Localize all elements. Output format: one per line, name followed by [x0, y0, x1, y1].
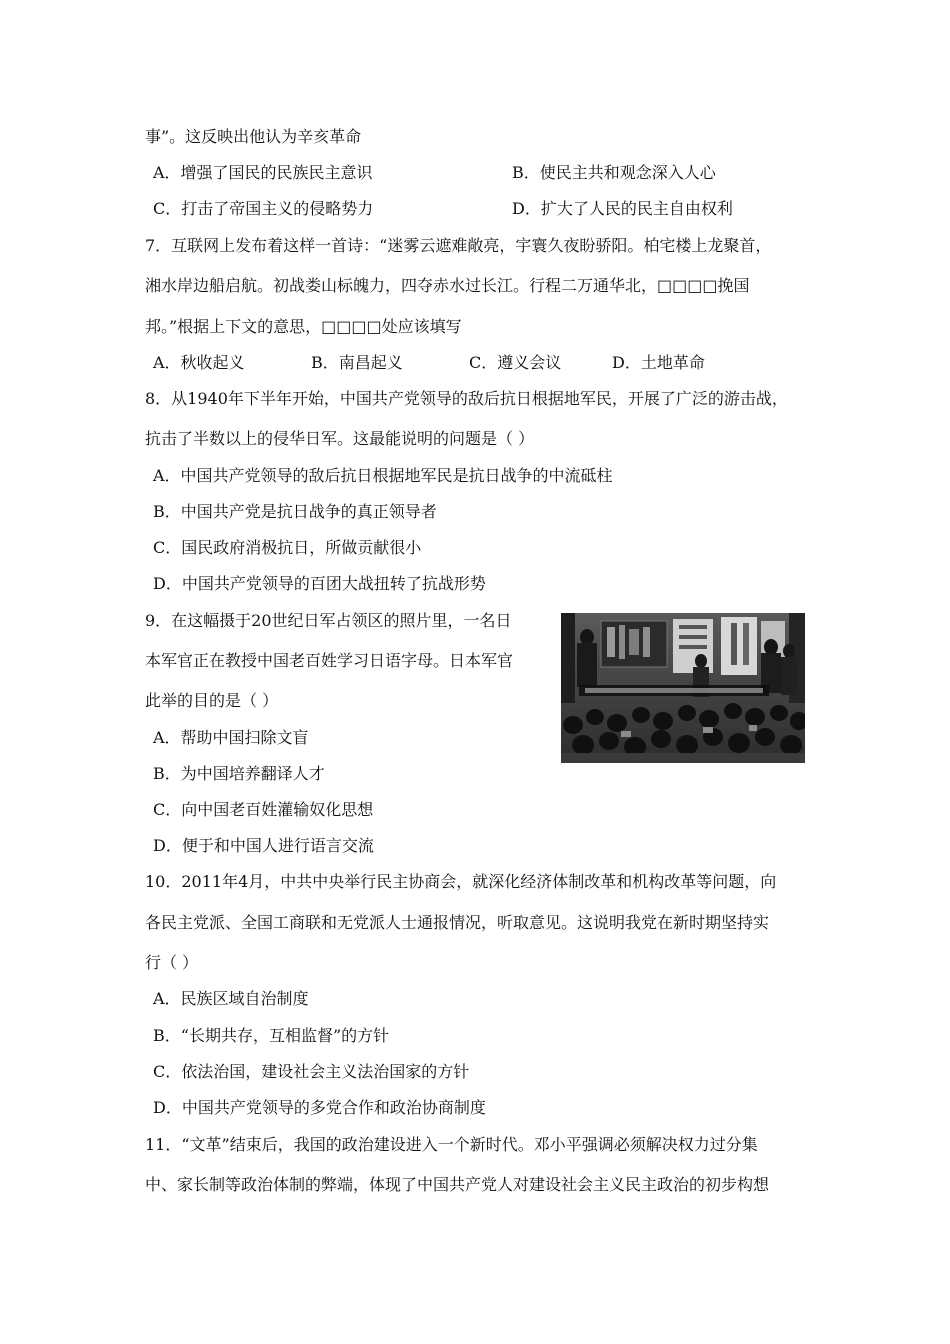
q9-option-c: C．向中国老百姓灌输奴化思想 — [153, 800, 374, 819]
q7-option-c: C．遵义会议 — [469, 353, 562, 372]
q8-option-a: A．中国共产党领导的敌后抗日根据地军民是抗日战争的中流砥柱 — [153, 466, 613, 485]
q10-line-3: 行（ ） — [145, 953, 199, 972]
q8-line-1: 8．从1940年下半年开始，中国共产党领导的敌后抗日根据地军民，开展了广泛的游击战， — [145, 389, 788, 408]
q7-line-1: 7．互联网上发布着这样一首诗：“迷雾云遮难敞亮，宇寰久夜盼骄阳。柏宅楼上龙聚首， — [145, 236, 772, 255]
q8-option-b: B．中国共产党是抗日战争的真正领导者 — [153, 502, 437, 521]
q9-option-a: A．帮助中国扫除文盲 — [153, 728, 309, 747]
q7-option-d: D．土地革命 — [612, 353, 705, 372]
q9-line-3: 此举的目的是（ ） — [145, 691, 279, 710]
photo-image — [561, 613, 805, 763]
q7-line-3: 邦。”根据上下文的意思，□□□□处应该填写 — [145, 317, 462, 336]
q10-option-d: D．中国共产党领导的多党合作和政治协商制度 — [153, 1098, 486, 1117]
q11-line-2: 中、家长制等政治体制的弊端，体现了中国共产党人对建设社会主义民主政治的初步构想 — [145, 1175, 770, 1194]
q10-option-a: A．民族区域自治制度 — [153, 989, 309, 1008]
q6-option-b: B．使民主共和观念深入人心 — [512, 163, 716, 182]
q10-line-2: 各民主党派、全国工商联和无党派人士通报情况，听取意见。这说明我党在新时期坚持实 — [145, 913, 770, 932]
q8-option-c: C．国民政府消极抗日，所做贡献很小 — [153, 538, 422, 557]
q9-line-2: 本军官正在教授中国老百姓学习日语字母。日本军官 — [145, 651, 514, 670]
q7-option-a: A．秋收起义 — [153, 353, 245, 372]
q7-option-b: B．南昌起义 — [311, 353, 403, 372]
q7-line-2: 湘水岸边船启航。初战娄山标魄力，四夺赤水过长江。行程二万通华北，□□□□挽国 — [145, 276, 750, 295]
q10-option-c: C．依法治国，建设社会主义法治国家的方针 — [153, 1062, 470, 1081]
q8-option-d: D．中国共产党领导的百团大战扭转了抗战形势 — [153, 574, 486, 593]
historical-photo — [561, 613, 805, 763]
q9-option-d: D．便于和中国人进行语言交流 — [153, 836, 374, 855]
q9-line-1: 9．在这幅摄于20世纪日军占领区的照片里，一名日 — [145, 611, 512, 630]
q6-option-d: D．扩大了人民的民主自由权利 — [512, 199, 733, 218]
q8-line-2: 抗击了半数以上的侵华日军。这最能说明的问题是（ ） — [145, 429, 535, 448]
q6-text: 事”。这反映出他认为辛亥革命 — [145, 127, 362, 146]
q9-option-b: B．为中国培养翻译人才 — [153, 764, 325, 783]
q10-line-1: 10．2011年4月，中共中央举行民主协商会，就深化经济体制改革和机构改革等问题，向 — [145, 872, 777, 891]
q6-option-c: C．打击了帝国主义的侵略势力 — [153, 199, 374, 218]
q11-line-1: 11．“文革”结束后，我国的政治建设进入一个新时代。邓小平强调必须解决权力过分集 — [145, 1135, 758, 1154]
q6-option-a: A．增强了国民的民族民主意识 — [153, 163, 373, 182]
q10-option-b: B．“长期共存，互相监督”的方针 — [153, 1026, 390, 1045]
